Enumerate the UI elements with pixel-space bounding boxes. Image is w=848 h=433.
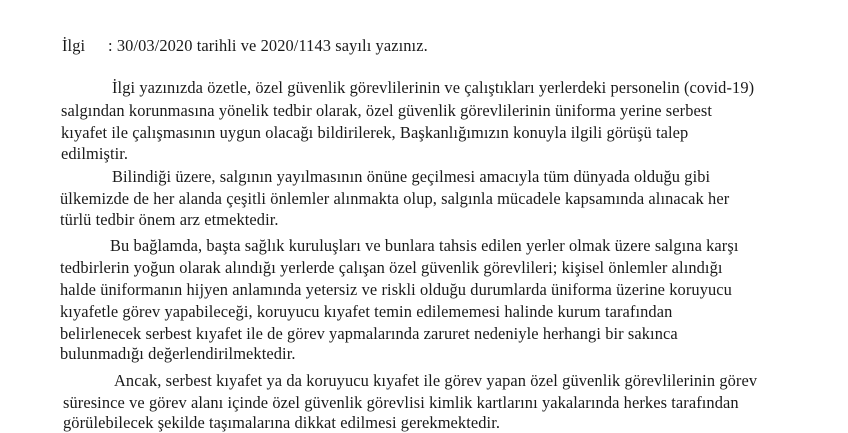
paragraph-line: halde üniformanın hijyen anlamında yetersiz ve riskli olduğu durumlarda üniforma üzerine koruyucu (60, 280, 732, 299)
paragraph-line: tedbirlerin yoğun olarak alındığı yerlerde çalışan özel güvenlik görevlileri; kişisel önlemler alındığı (60, 258, 723, 277)
paragraph-line: Bilindiği üzere, salgının yayılmasının önüne geçilmesi amacıyla tüm dünyada olduğu gibi (112, 167, 711, 186)
reference-text: : 30/03/2020 tarihli ve 2020/1143 sayılı yazınız. (108, 36, 428, 55)
paragraph-line: salgından korunmasına yönelik tedbir olarak, özel güvenlik görevlilerinin üniforma yerine serbest (61, 101, 713, 120)
paragraph-line: türlü tedbir önem arz etmektedir. (60, 210, 279, 229)
paragraph-line: İlgi yazınızda özetle, özel güvenlik görevlilerinin ve çalıştıkları yerlerdeki personelin (covid-19) (112, 78, 755, 97)
paragraph-line: süresince ve görev alanı içinde özel güvenlik görevlisi kimlik kartlarını yakalarında herkes tarafından (63, 393, 739, 412)
paragraph-line: ülkemizde de her alanda çeşitli önlemler alınmakta olup, salgınla mücadele kapsamında alınacak her (60, 189, 730, 208)
paragraph-line: Bu bağlamda, başta sağlık kuruluşları ve bunlara tahsis edilen yerler olmak üzere salgına karşı (110, 236, 739, 255)
paragraph-line: bulunmadığı değerlendirilmektedir. (60, 344, 296, 363)
paragraph-line: belirlenecek serbest kıyafet ile de görev yapmalarında zaruret nedeniyle herhangi bir sakınca (60, 324, 678, 343)
paragraph-line: görülebilecek şekilde taşımalarına dikkat edilmesi gerekmektedir. (63, 413, 501, 432)
paragraph-line: kıyafet ile çalışmasının uygun olacağı bildirilerek, Başkanlığımızın konuyla ilgili görüşü talep (61, 123, 689, 142)
paragraph-line: edilmiştir. (61, 144, 129, 163)
reference-label: İlgi (62, 36, 86, 55)
paragraph-line: Ancak, serbest kıyafet ya da koruyucu kıyafet ile görev yapan özel güvenlik görevlilerinin görev (114, 371, 758, 390)
paragraph-line: kıyafetle görev yapabileceği, koruyucu kıyafet temin edilememesi halinde kurum tarafından (60, 302, 673, 321)
